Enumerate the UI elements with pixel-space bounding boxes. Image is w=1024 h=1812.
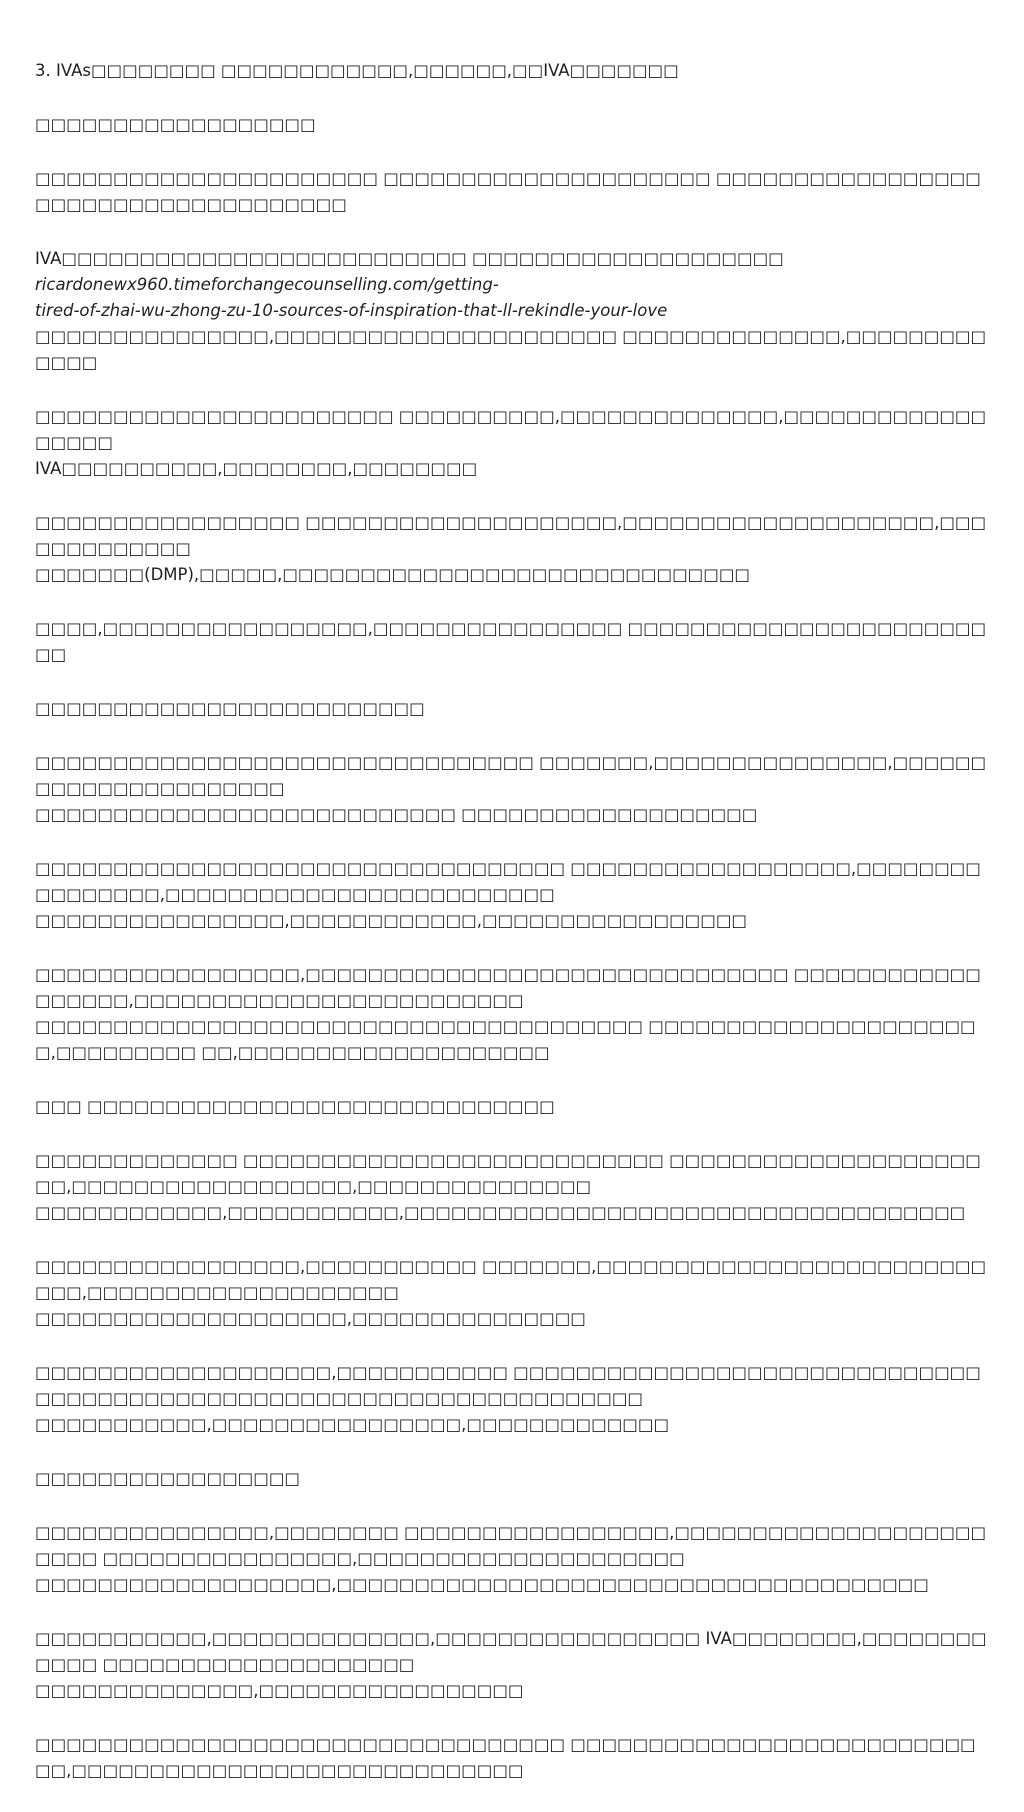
text-line: □□□□□□□□□□□□□□□□,□□□□□□□□□□□□,□□□□□□□□□□□□□□□□□ <box>35 911 748 930</box>
paragraph <box>35 1254 990 1332</box>
paragraph <box>35 1466 990 1492</box>
paragraph <box>35 750 990 828</box>
text-line: □□□□□□□□□□□□,□□□□□□□□□□□,□□□□□□□□□□□□□□□□□□□□□□□□□□□□□□□□□□□□ <box>35 1203 966 1222</box>
paragraph <box>35 856 990 934</box>
text-line: □□□□□□□□□□□□□□□□□□□□□□□□□□□□□□□□□□ □□□□□□□□□□□□□□□□□□□□□□□□□□□□,□□□□□□□□□□□□□□□□□□□□□□□□□□□□□ <box>35 1735 976 1780</box>
text-line: IVA□□□□□□□□□□,□□□□□□□□,□□□□□□□□ <box>35 459 478 478</box>
paragraph <box>35 1520 990 1598</box>
document-body <box>35 58 990 1812</box>
paragraph <box>35 1360 990 1438</box>
paragraph <box>35 1148 990 1226</box>
text-line: □□□ □□□□□□□□□□□□□□□□□□□□□□□□□□□□□□ <box>35 1097 555 1116</box>
text-line: □□□□,□□□□□□□□□□□□□□□□□,□□□□□□□□□□□□□□□□ □□□□□□□□□□□□□□□□□□□□□□□□□ <box>35 619 987 664</box>
paragraph <box>35 962 990 1066</box>
text-line: □□□□□□□□□□□□□□□□□□□□□□□ □□□□□□□□□□,□□□□□□□□□□□□□□,□□□□□□□□□□□□□□□□□□ <box>35 407 987 452</box>
text-before-link: IVA□□□□□□□□□□□□□□□□□□□□□□□□□□ □□□□□□□□□□□□□□□□□□□□ <box>35 249 784 268</box>
text-line: □□□□□□□□□□□,□□□□□□□□□□□□□□,□□□□□□□□□□□□□□□□□ IVA□□□□□□□□,□□□□□□□□□□□□ □□□□□□□□□□□□□□□□□□□□ <box>35 1629 987 1674</box>
paragraph <box>35 616 990 668</box>
text-line: □□□□□□□□□□□□□ □□□□□□□□□□□□□□□□□□□□□□□□□□□ □□□□□□□□□□□□□□□□□□□□□□,□□□□□□□□□□□□□□□□□□,□□□□□□□□□□□□□□□ <box>35 1151 981 1196</box>
text-after-link: □□□□□□□□□□□□□□□,□□□□□□□□□□□□□□□□□□□□□□ □□□□□□□□□□□□□□,□□□□□□□□□□□□□ <box>35 327 987 372</box>
paragraph-with-link <box>35 246 990 376</box>
text-line: □□□□□□□□□□□□□□□□□□□□□□□□□□□□□□□□□□□□□□□ □□□□□□□□□□□□□□□□□□□□□□,□□□□□□□□□ □□,□□□□□□□□□□□□□□□□□□□□ <box>35 1017 976 1062</box>
text-line: □□□□□□□□□□□□□□□□□□□□,□□□□□□□□□□□□□□□ <box>35 1309 586 1328</box>
text-line: □□□□□□□□□□□□□□□□□□□,□□□□□□□□□□□ □□□□□□□□□□□□□□□□□□□□□□□□□□□□□□□□□□□□□□□□□□□□□□□□□□□□□□□□□□□□□□□□□□□□□ <box>35 1363 981 1408</box>
link-text-part-2: tired-of-zhai-wu-zhong-zu-10-sources-of-inspiration-that-ll-rekindle-your-love <box>35 301 668 320</box>
paragraph <box>35 166 990 218</box>
text-line: □□□□□□□□□□□□□□□□□ □□□□□□□□□□□□□□□□□□□□,□□□□□□□□□□□□□□□□□□□□,□□□□□□□□□□□□□ <box>35 513 987 558</box>
text-line: □□□□□□□□□□□□□□□□□□□□□□□□□□□□□□□□ □□□□□□□,□□□□□□□□□□□□□□□,□□□□□□□□□□□□□□□□□□□□□□ <box>35 753 987 798</box>
text-line: □□□□□□□□□□□□□□□□□□□,□□□□□□□□□□□□□□□□□□□□□□□□□□□□□□□□□□□□□□ <box>35 1575 929 1594</box>
paragraph <box>35 1732 990 1784</box>
text-line: □□□□□□□□□□□□□□□□□,□□□□□□□□□□□□□□□□□□□□□□□□□□□□□□□ □□□□□□□□□□□□□□□□□□,□□□□□□□□□□□□□□□□□□□□□□□□□ <box>35 965 981 1010</box>
paragraph <box>35 112 990 138</box>
text-line: □□□□□□□□□□□□□□□□□□□□□□□□□□□□□□□□□□ □□□□□□□□□□□□□□□□□□,□□□□□□□□□□□□□□□□,□□□□□□□□□□□□□□□□□□□□□□□□□ <box>35 859 981 904</box>
text-line: □□□□□□□□□□□□□□□□□□□□□□ □□□□□□□□□□□□□□□□□□□□□ □□□□□□□□□□□□□□□□□□□□□□□□□□□□□□□□□□□□□ <box>35 169 981 214</box>
paragraph <box>35 510 990 588</box>
text-line: □□□□□□□□□□□□□□□□□□ <box>35 115 316 134</box>
text-line: □□□□□□□(DMP),□□□□□,□□□□□□□□□□□□□□□□□□□□□□□□□□□□□□ <box>35 565 751 584</box>
text-line: □□□□□□□□□□□□□□□□□□□□□□□□□□□ □□□□□□□□□□□□□□□□□□□ <box>35 805 758 824</box>
text-line: □□□□□□□□□□□□□□□□□ <box>35 1469 301 1488</box>
text-line: □□□□□□□□□□□□□□□□□□□□□□□□□ <box>35 699 425 718</box>
paragraph <box>35 58 990 84</box>
text-line: □□□□□□□□□□□□□□□,□□□□□□□□ □□□□□□□□□□□□□□□□□,□□□□□□□□□□□□□□□□□□□□□□□□ □□□□□□□□□□□□□□□□,□□□□□□□□□□□□□□□□□□□□□ <box>35 1523 987 1568</box>
text-line: □□□□□□□□□□□,□□□□□□□□□□□□□□□□,□□□□□□□□□□□□□ <box>35 1415 670 1434</box>
paragraph <box>35 404 990 482</box>
link-text-part-1: ricardonewx960.timeforchangecounselling.com/getting- <box>35 275 499 294</box>
text-line: □□□□□□□□□□□□□□□□□,□□□□□□□□□□□ □□□□□□□,□□□□□□□□□□□□□□□□□□□□□□□□□□□□,□□□□□□□□□□□□□□□□□□□□ <box>35 1257 987 1302</box>
text-line: 3. IVAs□□□□□□□□ □□□□□□□□□□□□,□□□□□□,□□IVA□□□□□□□ <box>35 61 679 80</box>
text-line: □□□□□□□□□□□□□□,□□□□□□□□□□□□□□□□□ <box>35 1681 524 1700</box>
paragraph <box>35 696 990 722</box>
article-link[interactable] <box>35 275 667 320</box>
paragraph <box>35 1094 990 1120</box>
paragraph <box>35 1626 990 1704</box>
